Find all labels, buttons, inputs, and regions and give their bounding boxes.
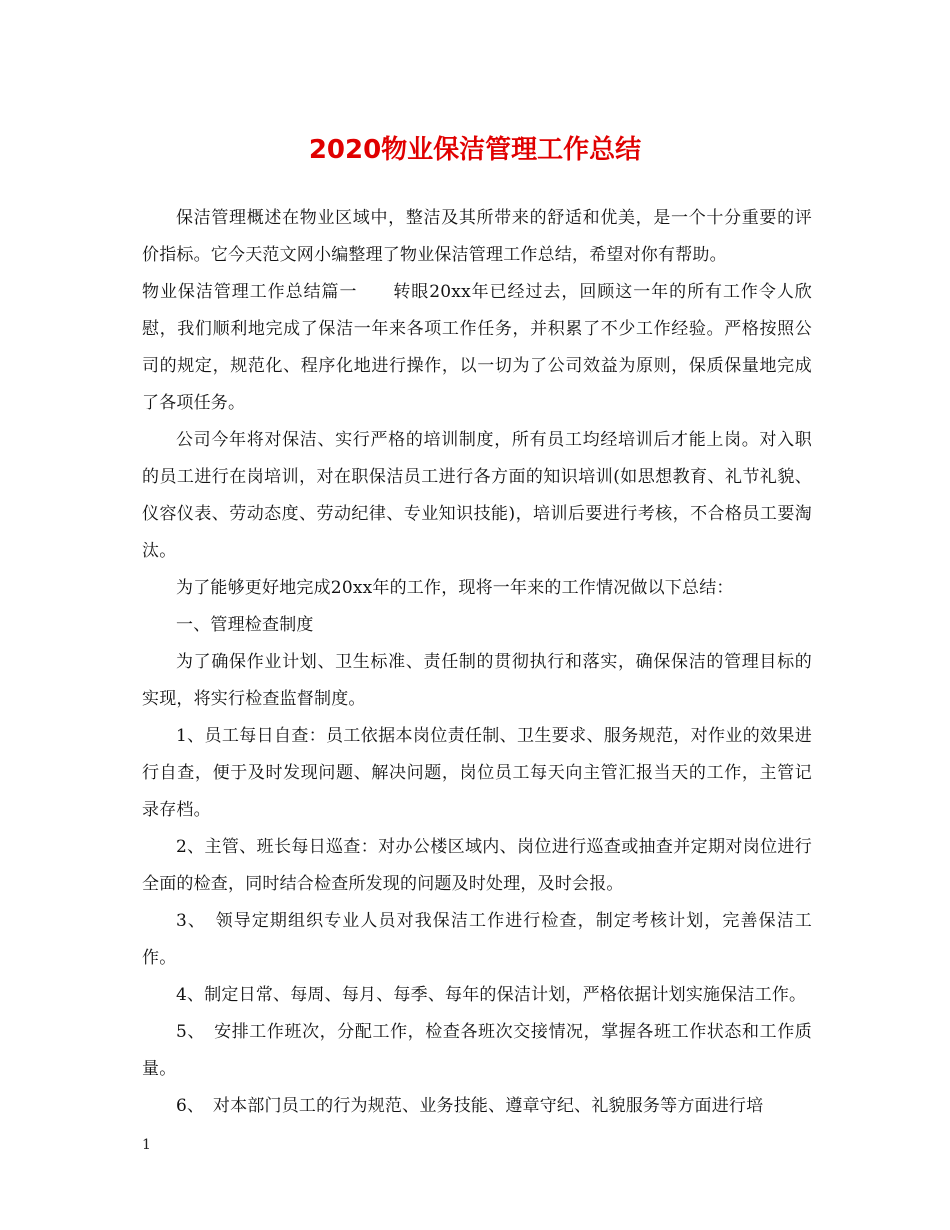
document-title: 2020物业保洁管理工作总结: [308, 135, 642, 165]
paragraph: 4、制定日常、每周、每月、每季、每年的保洁计划，严格依据计划实施保洁工作。: [176, 985, 807, 1005]
paragraph: 2、主管、班长每日巡查：对办公楼区域内、岗位进行巡查或抽查并定期对岗位进行全面的检查，同时结合检查所发现的问题及时处理，及时会报。: [142, 837, 812, 894]
paragraph: 5、 安排工作班次，分配工作，检查各班次交接情况，掌握各班工作状态和工作质量。: [142, 1022, 812, 1079]
paragraph: 公司今年将对保洁、实行严格的培训制度，所有员工均经培训后才能上岗。对入职的员工进行在岗培训，对在职保洁员工进行各方面的知识培训(如思想教育、礼节礼貌、仪容仪表、劳动态度、劳动纪律、专业知识技能)，培训后要进行考核，不合格员工要淘汰。: [142, 430, 812, 561]
paragraph: 保洁管理概述在物业区域中，整洁及其所带来的舒适和优美，是一个十分重要的评价指标。它今天范文网小编整理了物业保洁管理工作总结，希望对你有帮助。: [142, 208, 812, 265]
paragraph: 一、管理检查制度: [176, 615, 314, 635]
paragraph: 1、员工每日自查：员工依据本岗位责任制、卫生要求、服务规范，对作业的效果进行自查，便于及时发现问题、解决问题，岗位员工每天向主管汇报当天的工作，主管记录存档。: [142, 726, 812, 820]
paragraph: 为了确保作业计划、卫生标准、责任制的贯彻执行和落实，确保保洁的管理目标的实现，将实行检查监督制度。: [142, 652, 812, 709]
paragraph: 为了能够更好地完成20xx年的工作，现将一年来的工作情况做以下总结：: [176, 578, 734, 598]
page-number: 1: [142, 1137, 151, 1153]
paragraph: 物业保洁管理工作总结篇一 转眼20xx年已经过去，回顾这一年的所有工作令人欣慰，我们顺利地完成了保洁一年来各项工作任务，并积累了不少工作经验。严格按照公司的规定，规范化、程序化地进行操作，以一切为了公司效益为原则，保质保量地完成了各项任务。: [142, 282, 812, 413]
document-body: [142, 200, 812, 1125]
paragraph: 6、 对本部门员工的行为规范、业务技能、遵章守纪、礼貌服务等方面进行培: [176, 1096, 764, 1116]
paragraph: 3、 领导定期组织专业人员对我保洁工作进行检查，制定考核计划，完善保洁工作。: [142, 911, 812, 968]
